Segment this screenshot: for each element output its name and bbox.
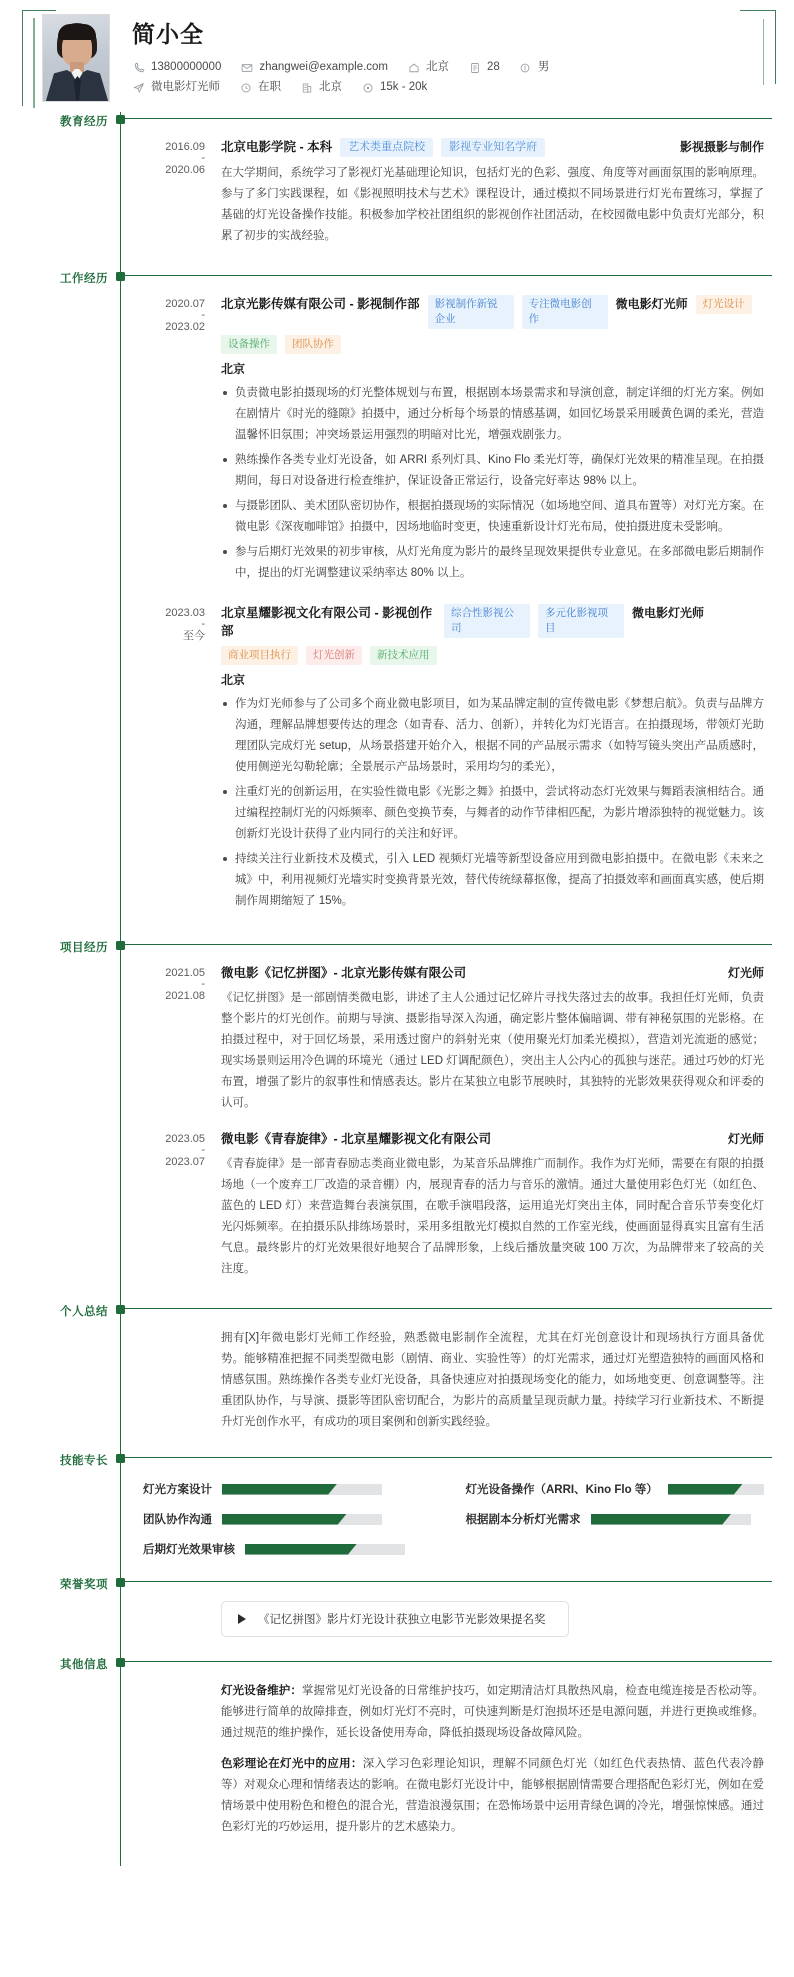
section-summary-label: 个人总结: [60, 1306, 108, 1318]
project-role: 灯光师: [727, 1132, 764, 1146]
decor-line-top-left: [33, 18, 35, 108]
contact-gender-value: 男: [537, 61, 550, 73]
resume-header: [0, 0, 794, 112]
section-summary-content: [121, 1322, 794, 1451]
date-dash: -: [201, 309, 205, 321]
timeline-node-icon: [116, 1578, 125, 1587]
skill-tag: 设备操作: [221, 335, 277, 354]
other-info-body: [221, 1754, 764, 1838]
date-end: 2020.06: [165, 164, 205, 176]
company-tag: 影视制作新锐企业: [428, 295, 514, 329]
date-start: 2023.05: [165, 1133, 205, 1145]
skill-item: [466, 1511, 765, 1527]
timeline-node-icon: [116, 1305, 125, 1314]
skill-progress-fill: [668, 1484, 743, 1495]
project-entry: [143, 1130, 764, 1280]
section-skills-body: [120, 1451, 794, 1575]
work-bullet: 注重灯光的创新运用，在实验性微电影《光影之舞》拍摄中，尝试将动态灯光效果与舞蹈表演相结合。通过编程控制灯光的闪烁频率、颜色变换节奏，与舞者的动作节律相匹配，为影片增添独特的视觉魅力。该创新灯光设计获得了业内同行的关注和好评。: [221, 782, 764, 845]
skill-item: [466, 1481, 765, 1497]
company-tag: 专注微电影创作: [522, 295, 608, 329]
work-bullet: 参与后期灯光效果的初步审核，从灯光角度为影片的最终呈现效果提供专业意见。在多部微电影后期制作中，提出的灯光调整建议采纳率达 80% 以上。: [221, 542, 764, 584]
other-info-text: 深入学习色彩理论知识，理解不同颜色灯光（如红色代表热情、蓝色代表冷静等）对观众心理和情绪表达的影响。在微电影灯光设计中，能够根据剧情需要合理搭配色彩灯光，例如在爱情场景中使用粉色和橙色的混合光，营造浪漫氛围；在恐怖场景中运用青绿色调的冷光，增强惊悚感。通过色彩灯光的巧妙运用，提升影片的艺术感染力。: [221, 1758, 764, 1833]
section-other-rule: [121, 1661, 772, 1675]
date-end: 2023.02: [165, 321, 205, 333]
work-entry-dates: [143, 604, 221, 644]
project-name: 微电影《记忆拼图》- 北京光影传媒有限公司: [221, 966, 467, 980]
education-entry-main: [221, 138, 764, 247]
work-location: 北京: [221, 673, 246, 687]
education-entry: [143, 138, 764, 247]
date-dash: -: [201, 618, 205, 630]
company-tag: 综合性影视公司: [444, 604, 530, 638]
section-education-body: [120, 112, 794, 269]
skill-name: 根据剧本分析灯光需求: [465, 1514, 581, 1526]
skill-tag: 商业项目执行: [221, 646, 298, 665]
work-bullets: [221, 383, 764, 584]
project-description: 《青春旋律》是一部青春励志类商业微电影，为某音乐品牌推广而制作。我作为灯光师，需要在有限的拍摄场地（一个废弃工厂改造的录音棚）内，展现青春的活力与音乐的激情。通过大量使用彩色灯光（如红色、蓝色的 LED 灯）来营造舞台表演氛围，在歌手演唱段落，运用追光灯突出主体，同时配合音乐节奏变化灯光闪烁频率。在拍摄乐队排练场景时，采用多组散光灯模拟自然的工作室光线，使画面显得真实且富有生活气息。最终影片的灯光效果很好地契合了品牌形象，上线后播放量突破 100 万次，为品牌带来了较高的关注度。: [221, 1158, 764, 1275]
section-other-label-col: [0, 1655, 120, 1673]
section-other: [0, 1655, 794, 1866]
work-entry-dates: [143, 295, 221, 335]
project-name: 微电影《青春旋律》- 北京星耀影视文化有限公司: [221, 1132, 492, 1146]
section-education-content: [121, 132, 794, 269]
section-awards-rule: [121, 1581, 772, 1595]
work-city-value: 北京: [319, 81, 342, 93]
avatar: [42, 14, 110, 102]
section-awards: [0, 1575, 794, 1655]
timeline-node-icon: [116, 272, 125, 281]
job-position: 微电影灯光师: [615, 297, 688, 311]
section-work-rule: [121, 275, 772, 289]
job-intention-value: 微电影灯光师: [151, 81, 220, 93]
section-projects-label-col: [0, 938, 120, 956]
date-start: 2023.03: [165, 607, 205, 619]
award-item[interactable]: [221, 1601, 569, 1637]
date-start: 2021.05: [165, 967, 205, 979]
section-education-label: 教育经历: [60, 116, 108, 128]
section-work: [0, 269, 794, 938]
timeline-node-icon: [116, 1454, 125, 1463]
skill-item: [143, 1511, 442, 1527]
date-dash: -: [201, 978, 205, 990]
other-info-body: [221, 1681, 764, 1744]
section-summary-body: [120, 1302, 794, 1451]
work-entry-main: [221, 604, 764, 916]
section-skills-content: [121, 1471, 794, 1575]
project-entry-dates: [143, 1130, 221, 1170]
section-projects-body: [120, 938, 794, 1302]
date-dash: -: [201, 1144, 205, 1156]
section-awards-body: [120, 1575, 794, 1655]
skill-progress-bar: [222, 1514, 382, 1525]
play-triangle-icon: [238, 1614, 246, 1624]
section-other-body: [120, 1655, 794, 1866]
contact-hometown-value: 北京: [426, 61, 450, 73]
date-end: 至今: [183, 630, 205, 642]
school-name: 北京电影学院 - 本科: [221, 140, 333, 154]
job-status-value: 在职: [258, 81, 281, 93]
candidate-name: 简小全: [132, 21, 204, 47]
section-awards-label: 荣誉奖项: [60, 1579, 108, 1591]
section-other-content: [121, 1675, 794, 1866]
section-work-body: [120, 269, 794, 938]
work-entry: [143, 604, 764, 916]
other-info-text: 掌握常见灯光设备的日常维护技巧，如定期清洁灯具散热风扇，检查电缆连接是否松动等。能够进行简单的故障排查，例如灯光灯不亮时，可快速判断是灯泡损坏还是电源问题，并进行更换或维修。通过规范的维护操作，延长设备使用寿命，降低拍摄现场设备故障风险。: [221, 1685, 765, 1739]
skill-progress-fill: [222, 1514, 347, 1525]
date-dash: -: [201, 152, 205, 164]
contact-age-value: 28: [487, 61, 500, 73]
status-icon: [239, 81, 252, 94]
decor-line-top-right: [763, 19, 765, 85]
timeline-node-icon: [116, 1658, 125, 1667]
work-entry-main: [221, 295, 764, 588]
section-skills: [0, 1451, 794, 1575]
contact-row-secondary: [132, 81, 754, 94]
work-bullet: 作为灯光师参与了公司多个商业微电影项目，如为某品牌定制的宣传微电影《梦想启航》。负责与品牌方沟通，理解品牌想要传达的理念（如青春、活力、创新），并转化为灯光语言。在拍摄现场，带领灯光助理团队完成灯光 setup，从场景搭建开始介入，根据不同的产品展示需求（如特写镜头突出产品质感时，使用侧逆光勾勒轮廓；全景展示产品场景时，采用均匀的柔光），: [221, 694, 764, 778]
header-info: [132, 14, 754, 101]
skill-name: 灯光设备操作（ARRI、Kino Flo 等）: [465, 1484, 658, 1496]
section-projects: [0, 938, 794, 1302]
skill-progress-bar: [222, 1484, 382, 1495]
other-info-title: 灯光设备维护：: [221, 1685, 302, 1697]
skill-progress-fill: [245, 1544, 357, 1555]
education-entry-dates: [143, 138, 221, 178]
date-start: 2020.07: [165, 298, 205, 310]
company-name: 北京星耀影视文化有限公司 - 影视创作部: [221, 606, 433, 638]
contact-email-value: zhangwei@example.com: [259, 61, 389, 73]
section-projects-rule: [121, 944, 772, 958]
work-title-row: [221, 295, 764, 354]
education-description: 在大学期间，系统学习了影视灯光基础理论知识，包括灯光的色彩、强度、角度等对画面氛围的影响原理。参与了多门实践课程，如《影视照明技术与艺术》课程设计，通过模拟不同场景进行灯光布置练习，掌握了基础的灯光设备操作技能。积极参加学校社团组织的影视创作社团活动，在校园微电影中负责灯光部分，积累了初步的实战经验。: [221, 167, 764, 242]
contact-email: [240, 61, 388, 74]
section-other-label: 其他信息: [60, 1659, 108, 1671]
decor-corner-top-right: [740, 10, 776, 84]
section-work-label: 工作经历: [60, 273, 108, 285]
work-bullet: 持续关注行业新技术及模式，引入 LED 视频灯光墙等新型设备应用到微电影拍摄中。在微电影《未来之城》中，利用视频灯光墙实时变换背景光效，替代传统绿幕抠像，提高了拍摄效率和画面真实感，使后期制作周期缩短了 15%。: [221, 849, 764, 912]
date-end: 2023.07: [165, 1156, 205, 1168]
major-name: 影视摄影与制作: [679, 140, 764, 154]
work-title-row: [221, 604, 764, 665]
paper-plane-icon: [132, 81, 145, 94]
timeline-node-icon: [116, 115, 125, 124]
section-work-content: [121, 289, 794, 938]
contact-age: [468, 61, 500, 74]
project-title-row: [221, 1130, 764, 1148]
skill-name: 后期灯光效果审核: [143, 1544, 235, 1556]
other-info-block: [221, 1681, 764, 1744]
project-description: 《记忆拼图》是一部剧情类微电影，讲述了主人公通过记忆碎片寻找失落过去的故事。我担任灯光师，负责整个影片的灯光创作。前期与导演、摄影指导深入沟通，确定影片整体偏暗调、带有神秘氛围的光影格。在拍摄过程中，对于回忆场景，采用透过窗户的斜射光束（使用聚光灯加柔光模拟），营造刘光流逝的感觉；现实场景则运用冷色调的环境光（通过 LED 灯调配颜色），突出主人公内心的孤独与迷茫。通过巧妙的灯光布置，增强了影片的叙事性和情感表达。影片在某独立电影节展映时，其独特的光影效果获得观众和评委的认可。: [221, 992, 764, 1109]
contact-hometown: [407, 61, 449, 74]
home-icon: [407, 61, 420, 74]
company-tag: 多元化影视项目: [538, 604, 624, 638]
skills-grid: [143, 1477, 764, 1557]
job-position: 微电影灯光师: [632, 606, 705, 620]
building-icon: [300, 81, 313, 94]
contact-row-primary: [132, 61, 754, 74]
section-skills-label-col: [0, 1451, 120, 1469]
project-entry: [143, 964, 764, 1114]
skill-progress-bar: [668, 1484, 764, 1495]
summary-text: 拥有[X]年微电影灯光师工作经验，熟悉微电影制作全流程，尤其在灯光创意设计和现场执行方面具备优势。能够精准把握不同类型微电影（剧情、商业、实验性等）的灯光需求，通过灯光塑造独特的画面风格和情感氛围。熟练操作各类专业灯光设备，具备快速应对拍摄现场变化的能力，如场地变更、创意调整等。注重团队协作，与导演、摄影等团队密切配合，为影片的高质量呈现贡献力量。持续学习行业新技术、不断提升灯光创作水平，有成功的项目案例和创新实践经验。: [221, 1332, 764, 1428]
company-name: 北京光影传媒有限公司 - 影视制作部: [221, 297, 420, 311]
skill-item: [143, 1481, 442, 1497]
section-skills-rule: [121, 1457, 772, 1471]
project-role: 灯光师: [727, 966, 764, 980]
contact-gender: [519, 61, 550, 74]
work-bullet: 负责微电影拍摄现场的灯光整体规划与布置，根据剧本场景需求和导演创意，制定详细的灯光方案。例如在剧情片《时光的缝隙》拍摄中，通过分析每个场景的情感基调，如回忆场景采用暖黄色调的柔光，营造温馨怀旧氛围；冲突场景运用强烈的明暗对比光，增强戏剧张力。: [221, 383, 764, 446]
section-skills-label: 技能专长: [60, 1455, 108, 1467]
work-entry: [143, 295, 764, 588]
section-education-rule: [121, 118, 772, 132]
project-entry-dates: [143, 964, 221, 1004]
id-card-icon: [468, 61, 481, 74]
salary-expectation-value: 15k - 20k: [380, 81, 428, 93]
section-awards-content: [121, 1595, 794, 1655]
skill-name: 团队协作沟通: [143, 1514, 212, 1526]
section-education: [0, 112, 794, 269]
education-title-row: [221, 138, 764, 157]
job-status: [239, 81, 281, 94]
award-text: 《记忆拼图》影片灯光设计获独立电影节光影效果提名奖: [258, 1614, 546, 1626]
skill-tag: 灯光创新: [306, 646, 362, 665]
skill-item: [143, 1541, 442, 1557]
project-title-row: [221, 964, 764, 982]
resume-timeline: [0, 112, 794, 1896]
work-bullet: 与摄影团队、美术团队密切协作，根据拍摄现场的实际情况（如场地空间、道具布置等）对灯光方案。在微电影《深夜咖啡馆》拍摄中，因场地临时变更，快速重新设计灯光布局，使拍摄进度未受影响。: [221, 496, 764, 538]
job-intention: [132, 81, 220, 94]
contact-phone: [132, 61, 221, 74]
section-summary-label-col: [0, 1302, 120, 1320]
gender-icon: [519, 61, 532, 74]
work-city: [300, 81, 342, 94]
skill-tag: 新技术应用: [370, 646, 437, 665]
project-entry-main: [221, 964, 764, 1114]
timeline-node-icon: [116, 941, 125, 950]
section-projects-content: [121, 958, 794, 1302]
skill-tag: 灯光设计: [696, 295, 752, 314]
date-end: 2021.08: [165, 990, 205, 1002]
education-tag: 艺术类重点院校: [340, 138, 433, 157]
salary-expectation: [361, 81, 427, 94]
work-bullet: 熟练操作各类专业灯光设备，如 ARRI 系列灯具、Kino Flo 柔光灯等，确保灯光效果的精准呈现。在拍摄期间，每日对设备进行检查维护，保证设备正常运行，设备完好率达 98% 以上。: [221, 450, 764, 492]
section-awards-label-col: [0, 1575, 120, 1593]
skill-progress-bar: [245, 1544, 405, 1555]
skill-progress-bar: [591, 1514, 751, 1525]
date-start: 2016.09: [165, 141, 205, 153]
skill-progress-fill: [222, 1484, 337, 1495]
section-work-label-col: [0, 269, 120, 287]
project-entry-main: [221, 1130, 764, 1280]
work-location: 北京: [221, 362, 246, 376]
mail-icon: [240, 61, 253, 74]
section-education-label-col: [0, 112, 120, 130]
contact-phone-value: 13800000000: [151, 61, 222, 73]
education-tag: 影视专业知名学府: [441, 138, 545, 157]
skill-name: 灯光方案设计: [143, 1484, 212, 1496]
skill-progress-fill: [591, 1514, 732, 1525]
other-info-block: [221, 1754, 764, 1838]
coin-icon: [361, 81, 374, 94]
section-projects-label: 项目经历: [60, 942, 108, 954]
phone-icon: [132, 61, 145, 74]
other-info-title: 色彩理论在灯光中的应用：: [221, 1758, 363, 1770]
section-summary-rule: [121, 1308, 772, 1322]
skill-tag: 团队协作: [285, 335, 341, 354]
work-bullets: [221, 694, 764, 912]
section-summary: [0, 1302, 794, 1451]
